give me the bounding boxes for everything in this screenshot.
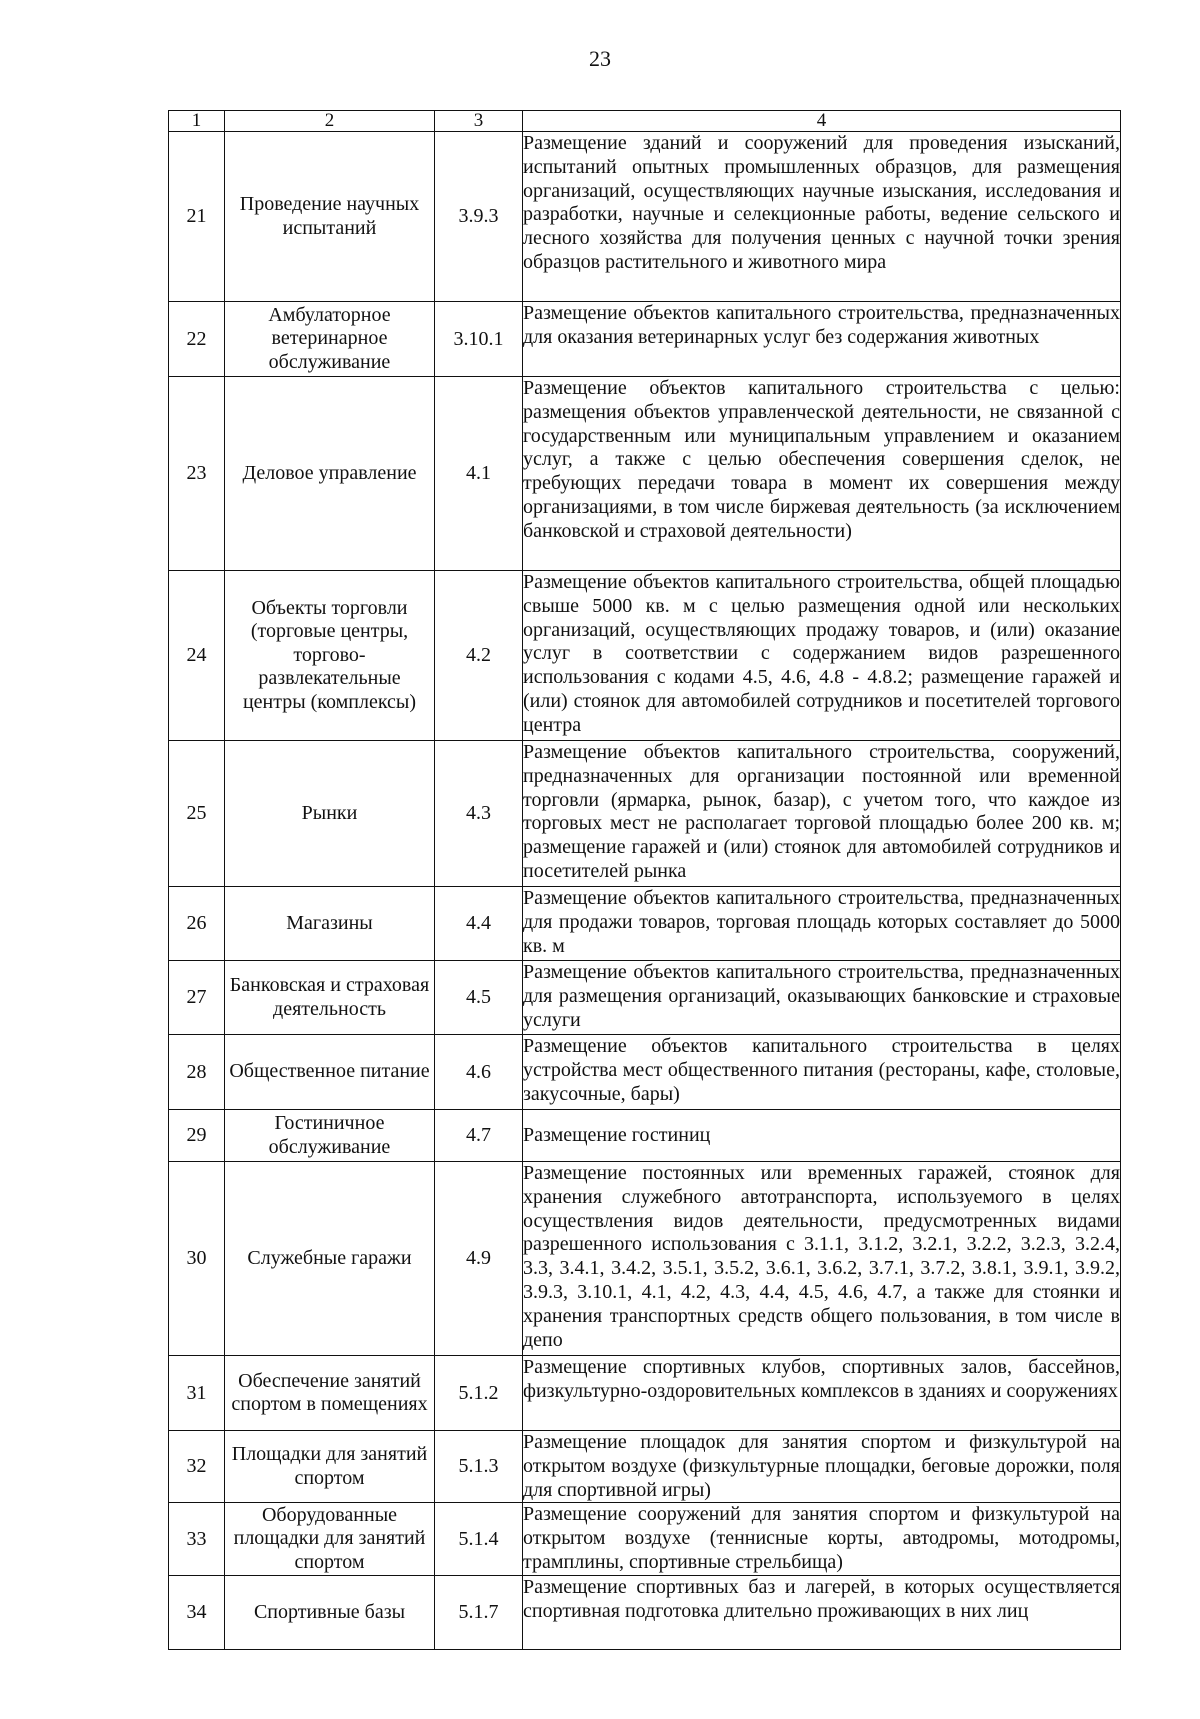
row-number: 22: [169, 302, 225, 377]
use-code: 4.1: [435, 377, 523, 571]
use-name: Обеспечение занятий спортом в помещениях: [225, 1356, 435, 1431]
header-row: [169, 111, 1121, 132]
row-number: 29: [169, 1110, 225, 1162]
use-code: 4.6: [435, 1035, 523, 1110]
use-name: Рынки: [225, 741, 435, 887]
use-description: Размещение объектов капитального строительства в целях устройства мест общественного питания (рестораны, кафе, столовые, закусочные, бары): [523, 1035, 1121, 1110]
row-number: 23: [169, 377, 225, 571]
row-number: 24: [169, 571, 225, 741]
row-number: 32: [169, 1431, 225, 1503]
use-name: Проведение научных испытаний: [225, 132, 435, 302]
use-name: Спортивные базы: [225, 1575, 435, 1649]
page-number: 23: [589, 46, 611, 71]
use-code: 5.1.4: [435, 1503, 523, 1575]
use-name: Гостиничное обслуживание: [225, 1110, 435, 1162]
table-row: [169, 1503, 1121, 1575]
use-name: Объекты торговли (торговые центры, торгово-развлекательные центры (комплексы): [225, 571, 435, 741]
row-number: 33: [169, 1503, 225, 1575]
use-description: Размещение объектов капитального строительства, предназначенных для размещения организаций, оказывающих банковские и страховые услуги: [523, 961, 1121, 1035]
header-col-4: 4: [523, 111, 1121, 132]
use-code: 4.3: [435, 741, 523, 887]
use-name: Площадки для занятий спортом: [225, 1431, 435, 1503]
table-row: [169, 741, 1121, 887]
use-description: Размещение объектов капитального строительства, общей площадью свыше 5000 кв. м с целью размещения одной или нескольких организаций, осуществляющих продажу товаров, и (или) оказание услуг в соответствии с содержанием видов разрешенного использования с кодами 4.5, 4.6, 4.8 - 4.8.2; размещение гаражей и (или) стоянок для автомобилей сотрудников и посетителей торгового центра: [523, 571, 1121, 741]
table-row: [169, 1035, 1121, 1110]
table-row: [169, 132, 1121, 302]
table-row: [169, 887, 1121, 961]
use-name: Служебные гаражи: [225, 1162, 435, 1356]
land-use-table: [168, 110, 1121, 1650]
use-code: 4.4: [435, 887, 523, 961]
use-code: 5.1.3: [435, 1431, 523, 1503]
use-code: 3.10.1: [435, 302, 523, 377]
row-number: 31: [169, 1356, 225, 1431]
use-code: 5.1.2: [435, 1356, 523, 1431]
row-number: 21: [169, 132, 225, 302]
table-row: [169, 571, 1121, 741]
row-number: 26: [169, 887, 225, 961]
use-description: Размещение объектов капитального строительства, предназначенных для оказания ветеринарных услуг без содержания животных: [523, 302, 1121, 377]
use-code: 4.5: [435, 961, 523, 1035]
use-description: Размещение площадок для занятия спортом и физкультурой на открытом воздухе (физкультурные площадки, беговые дорожки, поля для спортивной игры): [523, 1431, 1121, 1503]
table-row: [169, 1431, 1121, 1503]
use-name: Банковская и страховая деятельность: [225, 961, 435, 1035]
use-description: Размещение объектов капитального строительства, сооружений, предназначенных для организации постоянной или временной торговли (ярмарка, рынок, базар), с учетом того, что каждое из торговых мест не располагает торговой площадью более 200 кв. м; размещение гаражей и (или) стоянок для автомобилей сотрудников и посетителей рынка: [523, 741, 1121, 887]
use-description: Размещение зданий и сооружений для проведения изысканий, испытаний опытных промышленных образцов, для размещения организаций, осуществляющих научные изыскания, исследования и разработки, научные и селекционные работы, ведение сельского и лесного хозяйства для получения ценных с научной точки зрения образцов растительного и животного мира: [523, 132, 1121, 302]
table-row: [169, 1162, 1121, 1356]
use-name: Общественное питание: [225, 1035, 435, 1110]
use-name: Оборудованные площадки для занятий спортом: [225, 1503, 435, 1575]
header-col-1: 1: [169, 111, 225, 132]
row-number: 28: [169, 1035, 225, 1110]
row-number: 27: [169, 961, 225, 1035]
use-name: Амбулаторное ветеринарное обслуживание: [225, 302, 435, 377]
table-row: [169, 961, 1121, 1035]
use-description: Размещение объектов капитального строительства, предназначенных для продажи товаров, торговая площадь которых составляет до 5000 кв. м: [523, 887, 1121, 961]
row-number: 30: [169, 1162, 225, 1356]
use-description: Размещение объектов капитального строительства с целью: размещения объектов управленческой деятельности, не связанной с государственным или муниципальным управлением и оказанием услуг, а также с целью обеспечения совершения сделок, не требующих передачи товара в момент их совершения между организациями, в том числе биржевая деятельность (за исключением банковской и страховой деятельности): [523, 377, 1121, 571]
header-col-3: 3: [435, 111, 523, 132]
table-row: [169, 1110, 1121, 1162]
use-description: Размещение гостиниц: [523, 1110, 1121, 1162]
use-code: 5.1.7: [435, 1575, 523, 1649]
table-row: [169, 1575, 1121, 1649]
use-code: 4.2: [435, 571, 523, 741]
table-row: [169, 302, 1121, 377]
use-description: Размещение сооружений для занятия спортом и физкультурой на открытом воздухе (теннисные корты, автодромы, мотодромы, трамплины, спортивные стрельбища): [523, 1503, 1121, 1575]
use-name: Магазины: [225, 887, 435, 961]
header-col-2: 2: [225, 111, 435, 132]
table-row: [169, 377, 1121, 571]
use-code: 4.9: [435, 1162, 523, 1356]
table-row: [169, 1356, 1121, 1431]
use-description: Размещение спортивных клубов, спортивных залов, бассейнов, физкультурно-оздоровительных комплексов в зданиях и сооружениях: [523, 1356, 1121, 1431]
use-description: Размещение постоянных или временных гаражей, стоянок для хранения служебного автотранспорта, используемого в целях осуществления видов деятельности, предусмотренных видами разрешенного использования с 3.1.1, 3.1.2, 3.2.1, 3.2.2, 3.2.3, 3.2.4, 3.3, 3.4.1, 3.4.2, 3.5.1, 3.5.2, 3.6.1, 3.6.2, 3.7.1, 3.7.2, 3.8.1, 3.9.1, 3.9.2, 3.9.3, 3.10.1, 4.1, 4.2, 4.3, 4.4, 4.5, 4.6, 4.7, а также для стоянки и хранения транспортных средств общего пользования, в том числе в депо: [523, 1162, 1121, 1356]
row-number: 34: [169, 1575, 225, 1649]
use-code: 3.9.3: [435, 132, 523, 302]
use-code: 4.7: [435, 1110, 523, 1162]
use-name: Деловое управление: [225, 377, 435, 571]
use-description: Размещение спортивных баз и лагерей, в которых осуществляется спортивная подготовка длительно проживающих в них лиц: [523, 1575, 1121, 1649]
row-number: 25: [169, 741, 225, 887]
